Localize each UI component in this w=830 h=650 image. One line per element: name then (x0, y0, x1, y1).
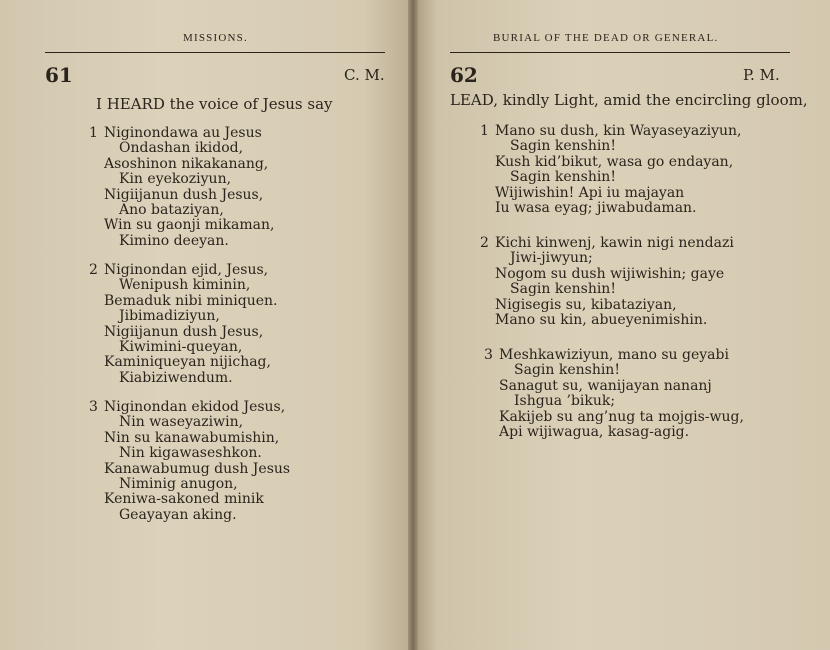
verse-line: Wenipush kiminin, (119, 277, 251, 294)
verse-number: 3 (89, 399, 98, 415)
verse-line: Nigisegis su, kibataziyan, (495, 296, 677, 313)
verse-line: Jiwi-jiwyun; (510, 250, 593, 267)
verse-line: Asoshinon nikakanang, (104, 155, 269, 172)
verse-line: Sagin kenshin! (510, 281, 616, 298)
verse-line: Geayayan aking. (119, 506, 237, 523)
english-first-line: I HEARD the voice of Jesus say (96, 95, 333, 113)
verse-line: Sagin kenshin! (510, 169, 616, 186)
hymn-meter: P. M. (743, 66, 780, 84)
verse-2 (89, 262, 278, 386)
verse-line: Nin waseyaziwin, (119, 414, 244, 431)
verse-line: Niginondan ejid, Jesus, (104, 262, 269, 278)
book-gutter (408, 0, 418, 650)
header-rule (450, 52, 790, 53)
verse-3 (89, 399, 291, 523)
verse-line: Kaminiqueyan nijichag, (104, 354, 271, 371)
verse-line: Bemaduk nibi miniquen. (104, 292, 278, 309)
verse-line: Ondashan ikidod, (119, 140, 244, 157)
verse-line: Jibimadiziyun, (119, 308, 220, 325)
verse-line: Kichi kinwenj, kawin nigi nendazi (495, 235, 734, 251)
verse-1 (89, 125, 275, 249)
verse-number: 2 (89, 262, 98, 278)
right-page (413, 0, 830, 650)
verse-line: Kakijeb su ang’nug ta mojgis-wug, (499, 408, 744, 425)
hymn-number: 62 (450, 63, 478, 87)
verse-line: Kimino deeyan. (119, 232, 229, 249)
verse-line: Nogom su dush wijiwishin; gaye (495, 265, 725, 282)
header-rule (45, 52, 385, 53)
verse-number: 2 (480, 235, 489, 251)
left-page (0, 0, 413, 650)
verse-line: Ishgua ’bikuk; (514, 393, 616, 410)
verse-3 (484, 347, 744, 441)
verse-line: Niginondawa au Jesus (104, 125, 262, 141)
verse-line: Sagin kenshin! (514, 362, 620, 379)
verse-2 (480, 235, 734, 329)
verse-line: Niginondan ekidod Jesus, (104, 399, 286, 415)
verse-number: 3 (484, 347, 493, 363)
verse-line: Keniwa-sakoned minik (104, 491, 264, 508)
verse-number: 1 (89, 125, 98, 141)
verse-line: Win su gaonji mikaman, (104, 217, 275, 234)
verse-line: Wijiwishin! Api iu majayan (495, 184, 685, 201)
running-header: MISSIONS. (183, 32, 248, 44)
verse-line: Sagin kenshin! (510, 138, 616, 155)
hymn-number: 61 (45, 63, 73, 87)
verse-line: Mano su kin, abueyenimishin. (495, 312, 708, 329)
verse-line: Nigiijanun dush Jesus, (104, 323, 264, 340)
running-header: BURIAL OF THE DEAD OR GENERAL. (493, 32, 719, 44)
verse-line: Kin eyekoziyun, (119, 171, 232, 188)
verse-line: Nin kigawaseshkon. (119, 445, 262, 462)
verse-line: Nigiijanun dush Jesus, (104, 186, 264, 203)
verse-line: Api wijiwagua, kasag-agig. (499, 424, 690, 441)
verse-line: Sanagut su, wanijayan nananj (499, 377, 712, 394)
verse-line: Kanawabumug dush Jesus (104, 460, 291, 477)
verse-line: Niminig anugon, (119, 476, 238, 493)
verse-line: Kush kid’bikut, wasa go endayan, (495, 153, 734, 170)
verse-1 (480, 123, 742, 217)
hymn-meter: C. M. (344, 66, 385, 84)
verse-line: Ano bataziyan, (119, 202, 224, 219)
verse-line: Kiwimini-queyan, (119, 339, 243, 356)
verse-line: Nin su kanawabumishin, (104, 429, 280, 446)
verse-line: Meshkawiziyun, mano su geyabi (499, 347, 729, 363)
verse-line: Iu wasa eyag; jiwabudaman. (495, 200, 697, 217)
english-first-line: LEAD, kindly Light, amid the encircling gloom, (450, 91, 808, 109)
verse-number: 1 (480, 123, 489, 139)
verse-line: Kiabiziwendum. (119, 369, 233, 386)
verse-line: Mano su dush, kin Wayaseyaziyun, (495, 123, 742, 139)
